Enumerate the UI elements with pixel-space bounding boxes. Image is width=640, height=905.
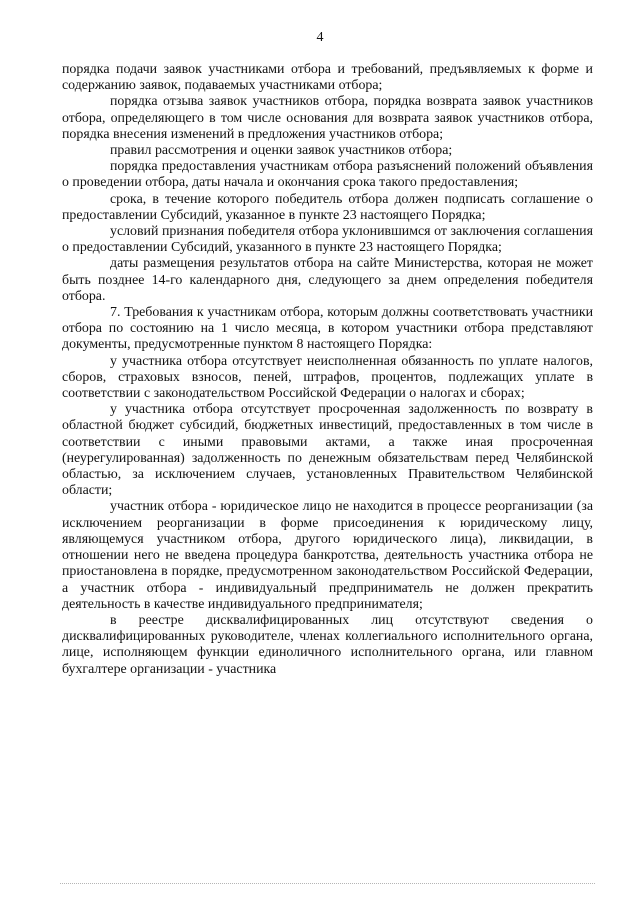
paragraph-8: 7. Требования к участникам отбора, которым должны соответствовать участники отбора по состоянию на 1 число месяца, в котором участники отбора представляют документы, предусмотренные пунктом 8 настоящего Порядка: (62, 305, 593, 353)
page-number: 4 (316, 30, 324, 45)
paragraph-2: порядка отзыва заявок участников отбора, порядка возврата заявок участников отбора, определяющего в том числе основания для возврата заявок участников отбора, порядка внесения изменений в предложения участников отбора; (62, 94, 593, 142)
paragraph-3: правил рассмотрения и оценки заявок участников отбора; (110, 143, 453, 159)
paragraph-11: участник отбора - юридическое лицо не находится в процессе реорганизации (за исключением реорганизации в форме присоединения к юридическому лицу, являющемуся участником отбора, другого юридического лица), ликвидации, в отношении него не введена процедура банкротства, деятельность участника отбора не приостановлена в порядке, предусмотренном законодательством Российской Федерации, а участник отбора - индивидуальный предприниматель не должен прекратить деятельность в качестве индивидуального предпринимателя; (62, 499, 593, 612)
bottom-rule (60, 883, 595, 884)
paragraph-5: срока, в течение которого победитель отбора должен подписать соглашение о предоставлении Субсидий, указанное в пункте 23 настоящего Порядка; (62, 191, 593, 223)
paragraph-7: даты размещения результатов отбора на сайте Министерства, которая не может быть позднее 14-го календарного дня, следующего за днем определения победителя отбора. (62, 256, 593, 304)
paragraph-10: у участника отбора отсутствует просроченная задолженность по возврату в областной бюджет субсидий, бюджетных инвестиций, предоставленных в том числе в соответствии с иными правовыми актами, а также иная просроченная (неурегулированная) задолженность по денежным обязательствам перед Челябинской областью, за исключением случаев, установленных Правительством Челябинской области; (62, 402, 593, 499)
paragraph-12: в реестре дисквалифицированных лиц отсутствуют сведения о дисквалифицированных руководителе, членах коллегиального исполнительного органа, лице, исполняющем функции единоличного исполнительного органа, или главном бухгалтере организации - участника (62, 612, 593, 677)
body-text (62, 62, 593, 678)
paragraph-4: порядка предоставления участникам отбора разъяснений положений объявления о проведении отбора, даты начала и окончания срока такого предоставления; (62, 159, 593, 191)
paragraph-6: условий признания победителя отбора уклонившимся от заключения соглашения о предоставлении Субсидий, указанного в пункте 23 настоящего Порядка; (62, 224, 593, 256)
paragraph-9: у участника отбора отсутствует неисполненная обязанность по уплате налогов, сборов, страховых взносов, пеней, штрафов, процентов, подлежащих уплате в соответствии с законодательством Российской Федерации о налогах и сборах; (62, 353, 593, 402)
paragraph-1: порядка подачи заявок участниками отбора и требований, предъявляемых к форме и содержанию заявок, подаваемых участниками отбора; (62, 62, 593, 94)
